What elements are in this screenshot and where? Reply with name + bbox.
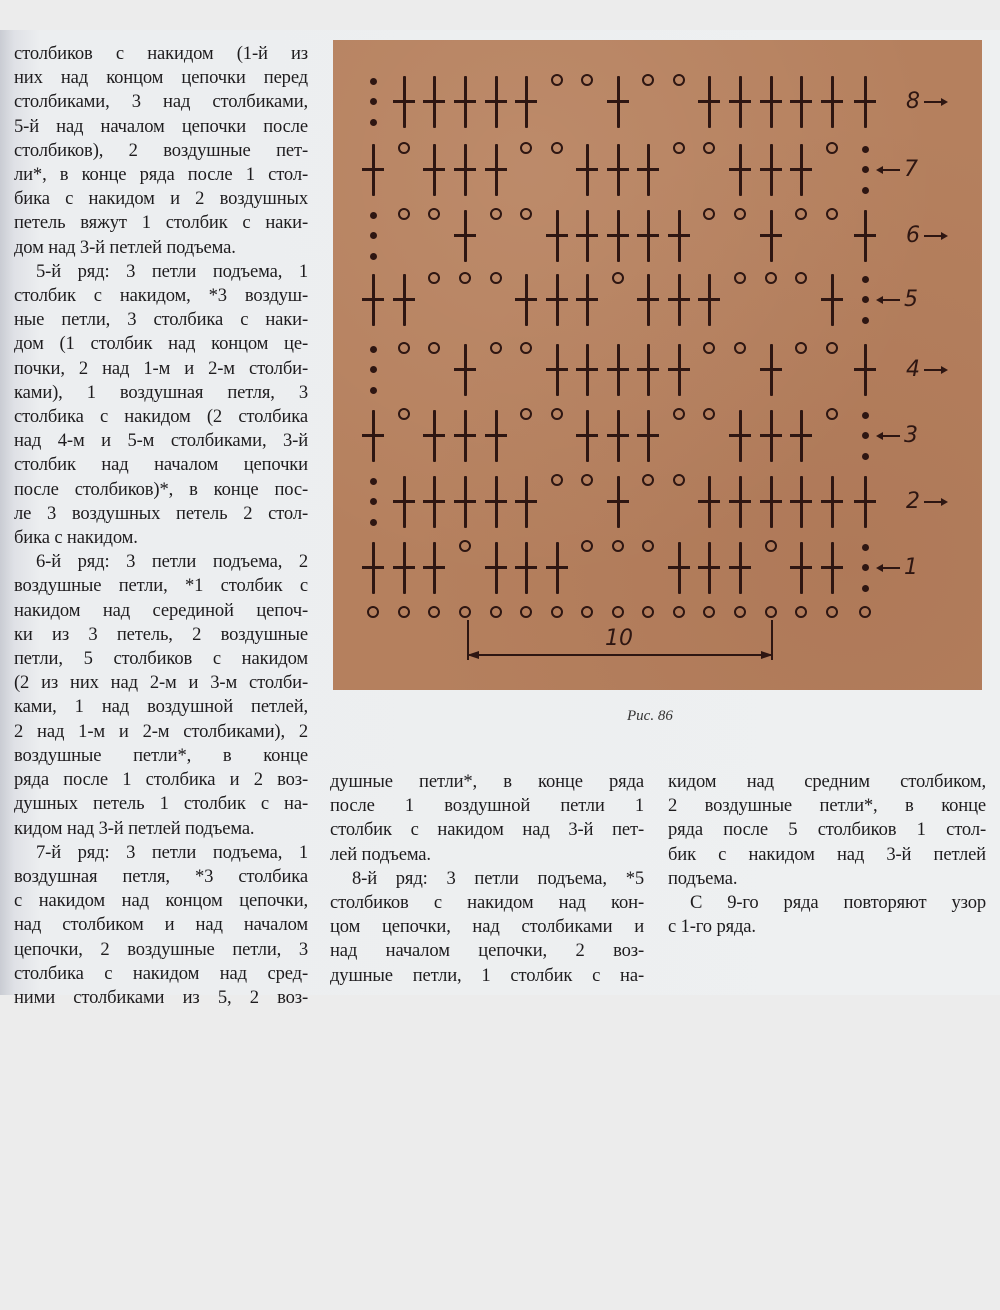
text-line: 6-й ряд: 3 петли подъема, 2	[36, 551, 308, 573]
double-crochet-symbol	[454, 210, 476, 262]
double-crochet-symbol	[668, 210, 690, 262]
double-crochet-symbol	[393, 76, 415, 128]
double-crochet-symbol	[454, 76, 476, 128]
text-line: кидом над 3-й петлей подъема.	[14, 817, 255, 839]
arrow-right-icon	[924, 101, 944, 103]
double-crochet-symbol	[576, 210, 598, 262]
turning-chain-symbol	[370, 76, 378, 128]
text-line: душных петель 1 столбик с на-	[14, 793, 308, 815]
double-crochet-symbol	[760, 410, 782, 462]
double-crochet-symbol	[454, 410, 476, 462]
row-label-6	[906, 225, 944, 247]
chain-stitch-symbol	[551, 142, 563, 154]
text-line: после столбиков)*, в конце пос-	[14, 478, 308, 500]
chain-stitch-symbol	[826, 342, 838, 354]
double-crochet-symbol	[637, 274, 659, 326]
double-crochet-symbol	[454, 476, 476, 528]
chain-stitch-symbol	[398, 606, 410, 618]
chain-stitch-symbol	[581, 74, 593, 86]
double-crochet-symbol	[854, 344, 876, 396]
measure-label: 10	[605, 626, 633, 651]
double-crochet-symbol	[668, 274, 690, 326]
double-crochet-symbol	[393, 542, 415, 594]
double-crochet-symbol	[607, 144, 629, 196]
row-number: 5	[904, 287, 918, 312]
row-label-2	[906, 491, 944, 513]
chain-stitch-symbol	[703, 408, 715, 420]
text-line: столбика с накидом (2 столбика	[14, 406, 308, 428]
double-crochet-symbol	[607, 410, 629, 462]
text-line: цом цепочки, над столбиками и	[330, 916, 644, 938]
double-crochet-symbol	[485, 144, 507, 196]
row-label-4	[906, 359, 944, 381]
chain-stitch-symbol	[673, 474, 685, 486]
chain-stitch-symbol	[490, 606, 502, 618]
turning-chain-symbol	[862, 274, 870, 326]
chain-stitch-symbol	[459, 272, 471, 284]
text-line: 2 над 1-м и 2-м столбиками), 2	[14, 720, 308, 742]
chain-stitch-symbol	[398, 208, 410, 220]
double-crochet-symbol	[546, 344, 568, 396]
row-label-1	[880, 557, 918, 579]
row-number: 1	[904, 555, 918, 580]
chain-stitch-symbol	[551, 474, 563, 486]
double-crochet-symbol	[362, 410, 384, 462]
text-line: над началом цепочки, 2 воз-	[330, 940, 644, 962]
double-crochet-symbol	[790, 76, 812, 128]
double-crochet-symbol	[637, 144, 659, 196]
chain-stitch-symbol	[734, 272, 746, 284]
chain-stitch-symbol	[428, 606, 440, 618]
double-crochet-symbol	[362, 274, 384, 326]
text-line: столбиками, 3 над столбиками,	[14, 91, 308, 113]
double-crochet-symbol	[515, 476, 537, 528]
text-line: ки из 3 петель, 2 воздушные	[14, 623, 308, 645]
double-crochet-symbol	[515, 274, 537, 326]
chain-stitch-symbol	[673, 142, 685, 154]
row-label-3	[880, 425, 918, 447]
chain-stitch-symbol	[673, 74, 685, 86]
row-number: 6	[906, 223, 920, 248]
row-number: 7	[904, 157, 918, 182]
double-crochet-symbol	[790, 410, 812, 462]
double-crochet-symbol	[760, 344, 782, 396]
chain-stitch-symbol	[398, 408, 410, 420]
text-line: ные петли, 3 столбика с наки-	[14, 309, 308, 331]
double-crochet-symbol	[698, 76, 720, 128]
row-number: 3	[904, 423, 918, 448]
double-crochet-symbol	[515, 542, 537, 594]
row-label-8	[906, 91, 944, 113]
double-crochet-symbol	[854, 76, 876, 128]
double-crochet-symbol	[637, 344, 659, 396]
text-line: душные петли*, в конце ряда	[330, 771, 644, 792]
text-line: цепочки, 2 воздушные петли, 3	[14, 938, 308, 960]
text-line: столбик над началом цепочки	[14, 454, 308, 476]
text-line: ряда после 1 столбика и 2 воз-	[14, 769, 308, 791]
chain-stitch-symbol	[642, 74, 654, 86]
text-line: бика с накидом и 2 воздушных	[14, 188, 308, 210]
text-line: ряда после 5 столбиков 1 стол-	[668, 819, 986, 841]
chain-stitch-symbol	[520, 408, 532, 420]
text-line: них над концом цепочки перед	[14, 67, 308, 89]
chain-stitch-symbol	[673, 408, 685, 420]
arrow-right-icon	[924, 501, 944, 503]
chain-stitch-symbol	[490, 208, 502, 220]
text-line: с 1-го ряда.	[668, 916, 756, 938]
text-line: С 9-го ряда повторяют узор	[690, 892, 986, 914]
chain-stitch-symbol	[673, 606, 685, 618]
double-crochet-symbol	[821, 476, 843, 528]
double-crochet-symbol	[821, 274, 843, 326]
text-line: столбик с накидом, *3 воздуш-	[14, 285, 308, 307]
double-crochet-symbol	[854, 476, 876, 528]
row-number: 8	[906, 89, 920, 114]
text-line: лей подъема.	[330, 843, 431, 865]
text-line: ними столбиками из 5, 2 воз-	[14, 986, 308, 1008]
chain-stitch-symbol	[795, 606, 807, 618]
text-line: подъема.	[668, 867, 738, 889]
chain-stitch-symbol	[428, 342, 440, 354]
text-line: кидом над средним столбиком,	[668, 771, 986, 792]
chain-stitch-symbol	[367, 606, 379, 618]
double-crochet-symbol	[668, 344, 690, 396]
double-crochet-symbol	[362, 542, 384, 594]
double-crochet-symbol	[698, 274, 720, 326]
text-line: столбиков с накидом (1-й из	[14, 43, 308, 64]
double-crochet-symbol	[790, 542, 812, 594]
text-line: бика с накидом.	[14, 527, 138, 549]
double-crochet-symbol	[423, 476, 445, 528]
double-crochet-symbol	[729, 144, 751, 196]
row-label-7	[880, 159, 918, 181]
text-line: 5-й ряд: 3 петли подъема, 1	[36, 260, 308, 282]
double-crochet-symbol	[393, 274, 415, 326]
chain-stitch-symbol	[520, 606, 532, 618]
double-crochet-symbol	[454, 344, 476, 396]
chain-stitch-symbol	[520, 208, 532, 220]
double-crochet-symbol	[698, 476, 720, 528]
chain-stitch-symbol	[826, 208, 838, 220]
double-crochet-symbol	[760, 476, 782, 528]
text-line: (2 из них над 2-м и 3-м столби-	[14, 672, 308, 694]
arrow-left-icon	[880, 567, 900, 569]
chain-stitch-symbol	[459, 540, 471, 552]
text-line: 5-й над началом цепочки после	[14, 115, 308, 137]
row-number: 2	[906, 489, 920, 514]
row-number: 4	[906, 357, 920, 382]
chain-stitch-symbol	[703, 142, 715, 154]
text-line: душные петли, 1 столбик с на-	[330, 964, 644, 986]
text-line: с накидом над концом цепочки,	[14, 890, 308, 912]
chain-stitch-symbol	[459, 606, 471, 618]
text-line: воздушная петля, *3 столбика	[14, 865, 308, 887]
chain-stitch-symbol	[765, 272, 777, 284]
text-line: столбиков), 2 воздушные пет-	[14, 139, 308, 161]
double-crochet-symbol	[423, 410, 445, 462]
double-crochet-symbol	[821, 76, 843, 128]
figure-caption: Рис. 86	[627, 708, 673, 724]
double-crochet-symbol	[854, 210, 876, 262]
chain-stitch-symbol	[859, 606, 871, 618]
double-crochet-symbol	[423, 542, 445, 594]
chain-stitch-symbol	[581, 474, 593, 486]
double-crochet-symbol	[423, 144, 445, 196]
double-crochet-symbol	[821, 542, 843, 594]
double-crochet-symbol	[423, 76, 445, 128]
chain-stitch-symbol	[826, 408, 838, 420]
arrow-left-icon	[880, 299, 900, 301]
double-crochet-symbol	[485, 542, 507, 594]
chain-stitch-symbol	[642, 474, 654, 486]
chain-stitch-symbol	[520, 142, 532, 154]
text-column-1	[14, 42, 308, 1010]
text-column-3	[668, 770, 986, 939]
double-crochet-symbol	[607, 344, 629, 396]
chain-stitch-symbol	[795, 272, 807, 284]
double-crochet-symbol	[668, 542, 690, 594]
text-line: столбиков с накидом над кон-	[330, 892, 644, 914]
chain-stitch-symbol	[642, 606, 654, 618]
chain-stitch-symbol	[490, 272, 502, 284]
text-line: над 4-м и 5-м столбиками, 3-й	[14, 430, 308, 452]
turning-chain-symbol	[862, 542, 870, 594]
double-crochet-symbol	[454, 144, 476, 196]
chain-stitch-symbol	[826, 606, 838, 618]
chain-stitch-symbol	[703, 208, 715, 220]
chain-stitch-symbol	[734, 208, 746, 220]
double-crochet-symbol	[790, 476, 812, 528]
text-line: дом над 3-й петлей подъема.	[14, 236, 236, 258]
chain-stitch-symbol	[520, 342, 532, 354]
arrow-right-icon	[924, 235, 944, 237]
double-crochet-symbol	[607, 210, 629, 262]
chain-stitch-symbol	[642, 540, 654, 552]
text-line: ками), 1 воздушная петля, 3	[14, 381, 308, 403]
text-line: 2 воздушные петли*, в конце	[668, 795, 986, 817]
double-crochet-symbol	[393, 476, 415, 528]
text-line: петли, 5 столбиков с накидом	[14, 648, 308, 670]
repeat-measure	[467, 626, 773, 668]
chain-stitch-symbol	[581, 540, 593, 552]
chain-stitch-symbol	[490, 342, 502, 354]
double-crochet-symbol	[729, 410, 751, 462]
double-crochet-symbol	[729, 542, 751, 594]
double-crochet-symbol	[760, 210, 782, 262]
chain-stitch-symbol	[734, 342, 746, 354]
chain-stitch-symbol	[428, 272, 440, 284]
double-crochet-symbol	[637, 210, 659, 262]
chain-stitch-symbol	[398, 342, 410, 354]
text-line: столбика с накидом над сред-	[14, 962, 308, 984]
text-line: петель вяжут 1 столбик с наки-	[14, 212, 308, 234]
chain-stitch-symbol	[398, 142, 410, 154]
double-crochet-symbol	[729, 76, 751, 128]
double-crochet-symbol	[637, 410, 659, 462]
text-line: столбик с накидом над 3-й пет-	[330, 819, 644, 841]
double-crochet-symbol	[576, 410, 598, 462]
chain-stitch-symbol	[581, 606, 593, 618]
chain-stitch-symbol	[765, 606, 777, 618]
double-crochet-symbol	[576, 274, 598, 326]
double-crochet-symbol	[729, 476, 751, 528]
arrow-right-icon	[924, 369, 944, 371]
chain-stitch-symbol	[703, 606, 715, 618]
double-crochet-symbol	[485, 410, 507, 462]
double-crochet-symbol	[607, 476, 629, 528]
double-crochet-symbol	[362, 144, 384, 196]
chain-stitch-symbol	[551, 408, 563, 420]
chain-stitch-symbol	[795, 342, 807, 354]
chain-stitch-symbol	[428, 208, 440, 220]
text-line: воздушные петли, *1 столбик с	[14, 575, 308, 597]
double-crochet-symbol	[546, 542, 568, 594]
double-crochet-symbol	[760, 76, 782, 128]
text-column-2	[330, 770, 644, 988]
arrow-left-icon	[880, 169, 900, 171]
double-crochet-symbol	[607, 76, 629, 128]
text-line: ками, 1 над воздушной петлей,	[14, 696, 308, 718]
double-crochet-symbol	[790, 144, 812, 196]
double-crochet-symbol	[485, 476, 507, 528]
turning-chain-symbol	[862, 144, 870, 196]
text-line: ле 3 воздушных петель 2 стол-	[14, 502, 308, 524]
text-line: воздушные петли*, в конце	[14, 744, 308, 766]
double-crochet-symbol	[698, 542, 720, 594]
text-line: ли*, в конце ряда после 1 стол-	[14, 164, 308, 186]
chain-stitch-symbol	[612, 272, 624, 284]
turning-chain-symbol	[862, 410, 870, 462]
chain-stitch-symbol	[765, 540, 777, 552]
chain-stitch-symbol	[612, 606, 624, 618]
double-crochet-symbol	[760, 144, 782, 196]
chain-stitch-symbol	[551, 74, 563, 86]
double-crochet-symbol	[485, 76, 507, 128]
chain-stitch-symbol	[612, 540, 624, 552]
measure-double-arrow	[467, 654, 773, 656]
turning-chain-symbol	[370, 210, 378, 262]
double-crochet-symbol	[546, 274, 568, 326]
text-line: накидом над серединой цепоч-	[14, 599, 308, 621]
double-crochet-symbol	[546, 210, 568, 262]
chain-stitch-symbol	[826, 142, 838, 154]
chain-stitch-symbol	[703, 342, 715, 354]
text-line: 7-й ряд: 3 петли подъема, 1	[36, 841, 308, 863]
row-label-5	[880, 289, 918, 311]
double-crochet-symbol	[576, 344, 598, 396]
chain-stitch-symbol	[551, 606, 563, 618]
text-line: почки, 2 над 1-м и 2-м столби-	[14, 357, 308, 379]
arrow-left-icon	[880, 435, 900, 437]
double-crochet-symbol	[576, 144, 598, 196]
text-line: дом (1 столбик над концом це-	[14, 333, 308, 355]
text-line: 8-й ряд: 3 петли подъема, *5	[352, 867, 644, 889]
text-line: над столбиком и над началом	[14, 914, 308, 936]
turning-chain-symbol	[370, 476, 378, 528]
chain-stitch-symbol	[795, 208, 807, 220]
chain-stitch-symbol	[734, 606, 746, 618]
text-line: бик с накидом над 3-й петлей	[668, 843, 986, 865]
text-line: после 1 воздушной петли 1	[330, 795, 644, 817]
double-crochet-symbol	[515, 76, 537, 128]
turning-chain-symbol	[370, 344, 378, 396]
